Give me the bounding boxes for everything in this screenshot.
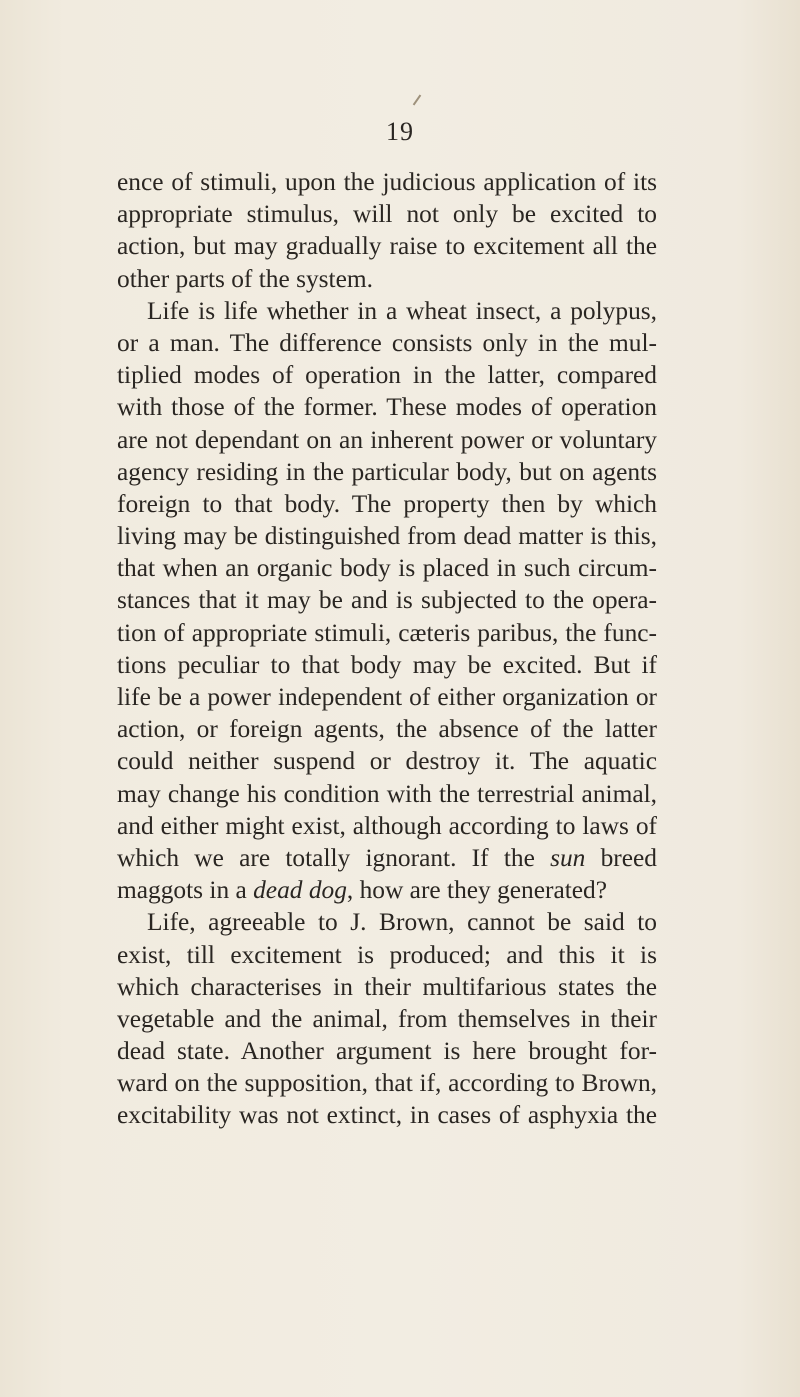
text-line: tion of appropriate stimuli, cæteris paribus, the func- (117, 618, 657, 647)
text-line: maggots in a dead dog, how are they generated? (117, 876, 608, 905)
text-line: exist, till excitement is produced; and this it is (117, 940, 657, 969)
body-text (117, 166, 657, 1132)
text-line: Life is life whether in a wheat insect, a polypus, (147, 296, 657, 325)
text-line: and either might exist, although according to laws of (117, 811, 657, 840)
text-line: which we are totally ignorant. If the sun breed (117, 843, 657, 872)
text-line: may change his condition with the terrestrial animal, (117, 779, 657, 808)
text-line: other parts of the system. (117, 264, 373, 293)
text-line: could neither suspend or destroy it. The aquatic (117, 747, 657, 776)
text-line: ward on the supposition, that if, according to Brown, (117, 1069, 657, 1098)
text-line: which characterises in their multifarious states the (117, 972, 657, 1001)
text-line: excitability was not extinct, in cases of asphyxia the (117, 1101, 657, 1130)
text-line: tions peculiar to that body may be excited. But if (117, 650, 657, 679)
text-line: action, but may gradually raise to excitement all the (117, 232, 657, 261)
text-line: ence of stimuli, upon the judicious application of its (117, 168, 657, 196)
text-line: Life, agreeable to J. Brown, cannot be said to (147, 908, 657, 937)
ink-mark (413, 95, 422, 106)
text-line: living may be distinguished from dead matter is this, (117, 522, 657, 551)
text-line: appropriate stimulus, will not only be excited to (117, 200, 657, 229)
text-line: with those of the former. These modes of operation (117, 393, 657, 422)
text-line: stances that it may be and is subjected to the opera- (117, 586, 657, 615)
text-line: foreign to that body. The property then by which (117, 489, 657, 518)
text-line: or a man. The difference consists only in the mul- (117, 328, 657, 357)
text-line: are not dependant on an inherent power or voluntary (117, 425, 657, 454)
text-line: action, or foreign agents, the absence of the latter (117, 715, 657, 744)
text-line: agency residing in the particular body, but on agents (117, 457, 657, 486)
page-number: 19 (386, 117, 414, 146)
text-line: that when an organic body is placed in such circum- (117, 554, 657, 583)
text-line: dead state. Another argument is here brought for- (117, 1037, 657, 1066)
text-line: tiplied modes of operation in the latter, compared (117, 361, 657, 390)
text-line: vegetable and the animal, from themselves in their (117, 1004, 657, 1033)
text-line: life be a power independent of either organization or (117, 683, 657, 711)
